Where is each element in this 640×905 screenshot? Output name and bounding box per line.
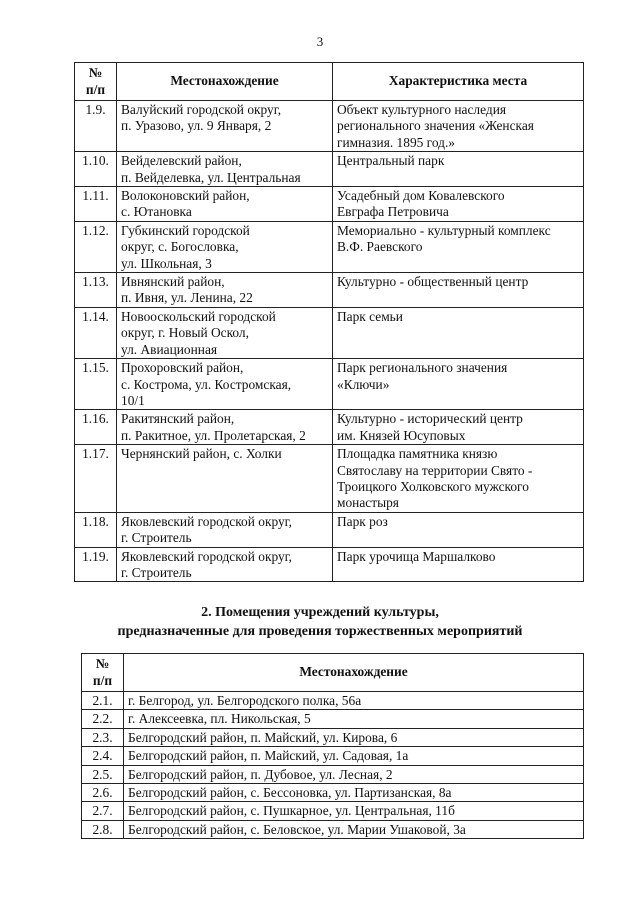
cell-num: 1.12.: [75, 221, 117, 272]
table-row: [82, 728, 584, 746]
cell-characteristic: Мемориально - культурный комплекс В.Ф. Раевского: [333, 221, 584, 272]
cell-location: Чернянский район, с. Холки: [117, 445, 333, 513]
page-number: 3: [316, 34, 324, 49]
table-row: [75, 512, 584, 547]
cell-location: г. Алексеевка, пл. Никольская, 5: [124, 710, 584, 728]
cell-location: Волоконовский район, с. Ютановка: [117, 187, 333, 222]
header-num: № п/п: [75, 63, 117, 101]
cell-characteristic: Культурно - исторический центр им. Князей Юсуповых: [333, 410, 584, 445]
table-row: [82, 747, 584, 765]
table-row: [82, 765, 584, 783]
cell-num: 2.6.: [82, 784, 124, 802]
cell-num: 1.13.: [75, 273, 117, 308]
header-num: № п/п: [82, 654, 124, 692]
cell-characteristic: Парк роз: [333, 512, 584, 547]
cell-characteristic: Объект культурного наследия регионального значения «Женская гимназия. 1895 год.»: [333, 101, 584, 152]
cell-num: 1.18.: [75, 512, 117, 547]
cell-num: 2.1.: [82, 692, 124, 710]
cell-num: 2.2.: [82, 710, 124, 728]
table-header-row: [75, 63, 584, 101]
cell-location: Белгородский район, п. Майский, ул. Садовая, 1а: [124, 747, 584, 765]
cell-characteristic: Парк семьи: [333, 307, 584, 358]
cell-characteristic: Парк урочища Маршалково: [333, 547, 584, 582]
cell-characteristic: Площадка памятника князю Святославу на территории Свято - Троицкого Холковского мужского монастыря: [333, 445, 584, 513]
table-row: [75, 152, 584, 187]
cell-num: 1.14.: [75, 307, 117, 358]
table-row: [75, 101, 584, 152]
cell-num: 1.10.: [75, 152, 117, 187]
cell-characteristic: Центральный парк: [333, 152, 584, 187]
cell-location: Губкинский городской округ, с. Богословка, ул. Школьная, 3: [117, 221, 333, 272]
cell-num: 1.15.: [75, 359, 117, 410]
table-row: [75, 547, 584, 582]
cell-num: 1.16.: [75, 410, 117, 445]
table-row: [75, 359, 584, 410]
table-header-row: [82, 654, 584, 692]
table-row: [75, 187, 584, 222]
cell-location: Белгородский район, с. Бессоновка, ул. Партизанская, 8а: [124, 784, 584, 802]
table-row: [82, 692, 584, 710]
cell-num: 1.9.: [75, 101, 117, 152]
table-row: [82, 802, 584, 820]
table-row: [82, 784, 584, 802]
cell-location: Прохоровский район, с. Кострома, ул. Костромская, 10/1: [117, 359, 333, 410]
cell-location: Белгородский район, с. Пушкарное, ул. Центральная, 11б: [124, 802, 584, 820]
cell-location: Белгородский район, с. Беловское, ул. Марии Ушаковой, 3а: [124, 820, 584, 838]
table-row: [75, 445, 584, 513]
cell-location: г. Белгород, ул. Белгородского полка, 56а: [124, 692, 584, 710]
table-row: [75, 273, 584, 308]
cell-num: 1.17.: [75, 445, 117, 513]
table-row: [75, 221, 584, 272]
cell-num: 2.4.: [82, 747, 124, 765]
venues-table: [74, 62, 584, 582]
cell-location: Белгородский район, п. Майский, ул. Кирова, 6: [124, 728, 584, 746]
cell-characteristic: Парк регионального значения «Ключи»: [333, 359, 584, 410]
cell-location: Новооскольский городской округ, г. Новый Оскол, ул. Авиационная: [117, 307, 333, 358]
cell-num: 2.7.: [82, 802, 124, 820]
cell-num: 2.5.: [82, 765, 124, 783]
section-title: 2. Помещения учреждений культуры, предназначенные для проведения торжественных мероприятий: [117, 605, 523, 639]
cell-location: Валуйский городской округ, п. Уразово, ул. 9 Января, 2: [117, 101, 333, 152]
header-location: Местонахождение: [117, 63, 333, 101]
cell-num: 1.11.: [75, 187, 117, 222]
table-row: [75, 410, 584, 445]
cell-location: Яковлевский городской округ, г. Строитель: [117, 547, 333, 582]
table-row: [75, 307, 584, 358]
halls-table: [81, 653, 584, 839]
cell-location: Белгородский район, п. Дубовое, ул. Лесная, 2: [124, 765, 584, 783]
table-row: [82, 710, 584, 728]
header-characteristic: Характеристика места: [333, 63, 584, 101]
cell-location: Яковлевский городской округ, г. Строитель: [117, 512, 333, 547]
cell-num: 2.8.: [82, 820, 124, 838]
cell-location: Ивнянский район, п. Ивня, ул. Ленина, 22: [117, 273, 333, 308]
cell-characteristic: Культурно - общественный центр: [333, 273, 584, 308]
cell-num: 2.3.: [82, 728, 124, 746]
header-location: Местонахождение: [124, 654, 584, 692]
table-row: [82, 820, 584, 838]
cell-num: 1.19.: [75, 547, 117, 582]
cell-characteristic: Усадебный дом Ковалевского Евграфа Петровича: [333, 187, 584, 222]
cell-location: Вейделевский район, п. Вейделевка, ул. Центральная: [117, 152, 333, 187]
cell-location: Ракитянский район, п. Ракитное, ул. Пролетарская, 2: [117, 410, 333, 445]
